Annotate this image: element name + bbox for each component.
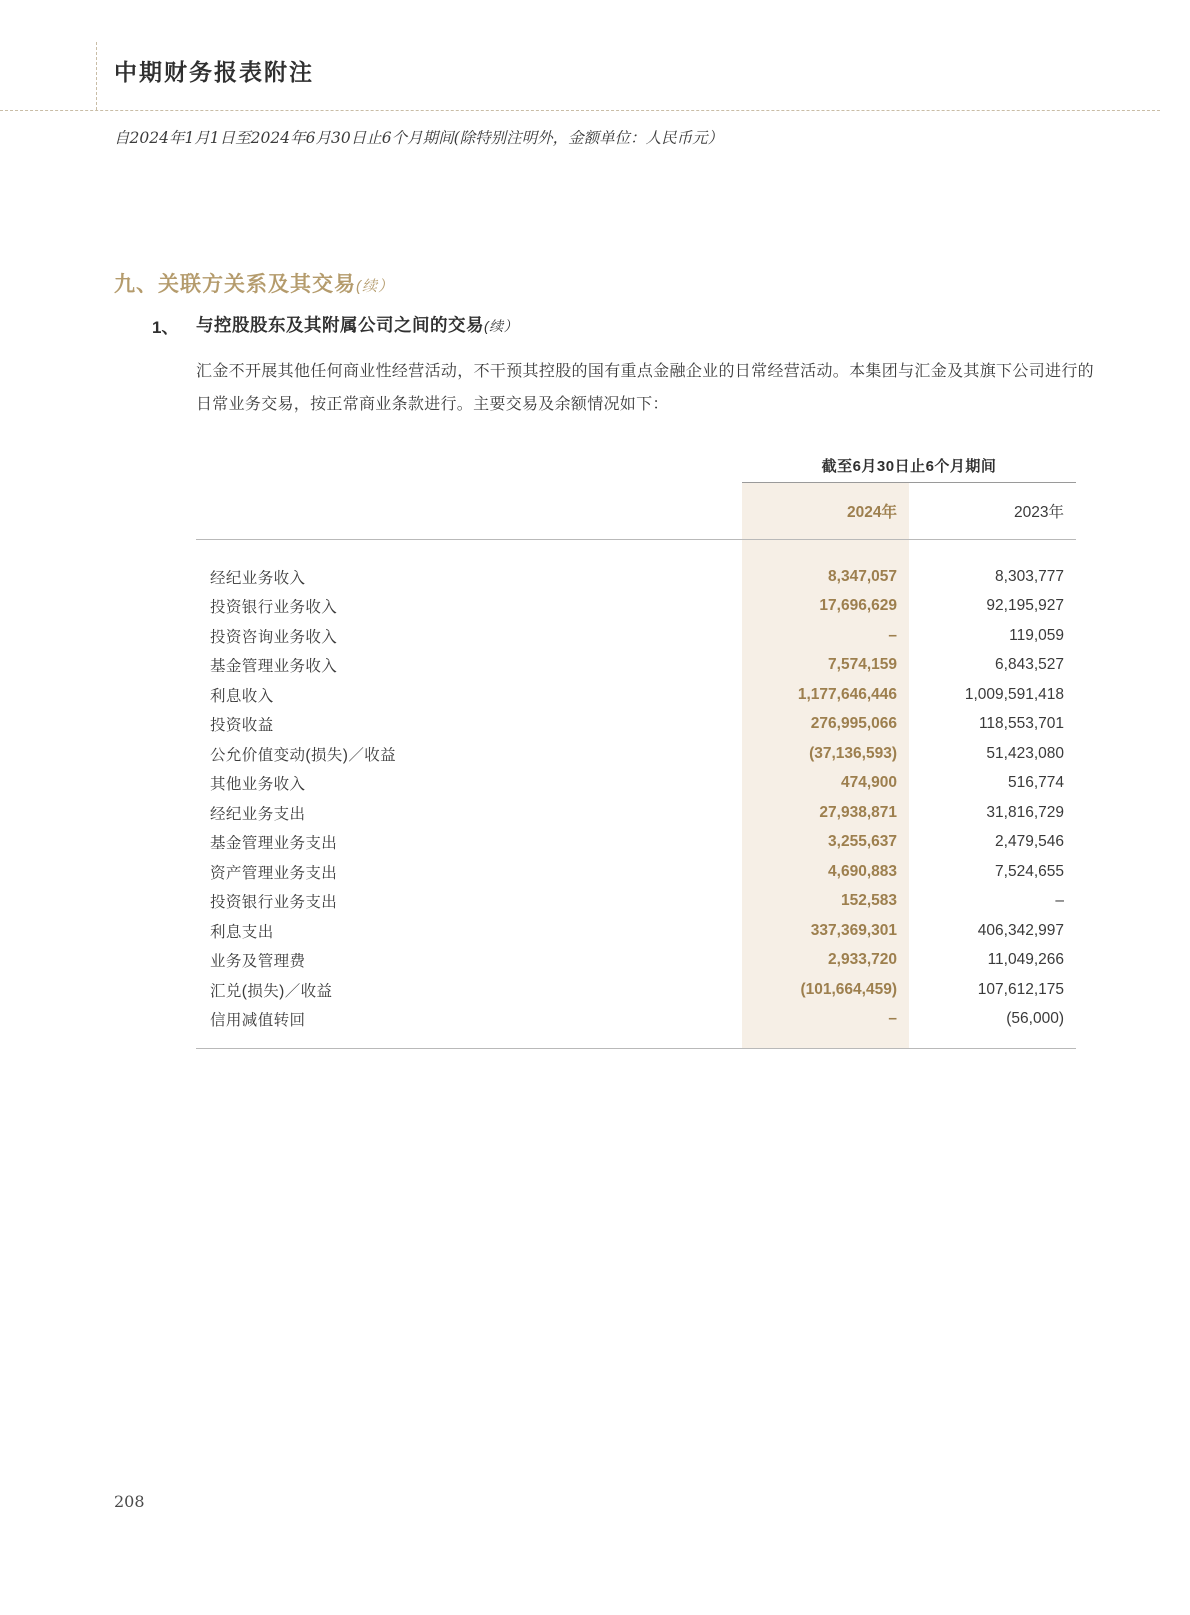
row-label: 经纪业务支出 <box>210 805 306 823</box>
table-year-header-row <box>196 483 1076 540</box>
row-value-2023: 107,612,175 <box>977 980 1064 998</box>
table-row <box>196 975 1076 1005</box>
table-row <box>196 1005 1076 1035</box>
row-value-2024: – <box>742 1005 909 1035</box>
row-value-2024: (101,664,459) <box>742 975 909 1005</box>
table-row <box>196 887 1076 917</box>
row-value-2023: 8,303,777 <box>995 567 1064 585</box>
page-number: 208 <box>114 1492 145 1511</box>
subsection-number: 1、 <box>152 318 179 337</box>
row-value-2024: 27,938,871 <box>742 798 909 828</box>
row-value-2024: 17,696,629 <box>742 592 909 622</box>
related-party-transactions-table <box>196 446 1076 1049</box>
row-label: 投资银行业务收入 <box>210 599 338 617</box>
row-value-2023: 92,195,927 <box>986 597 1064 615</box>
table-row <box>196 562 1076 592</box>
row-label: 其他业务收入 <box>210 776 306 794</box>
row-label: 公允价值变动(损失)／收益 <box>210 746 397 764</box>
section-heading-continued: (续） <box>356 278 394 295</box>
span-header-blank <box>196 446 742 483</box>
header-subtitle: 自2024年1月1日至2024年6月30日止6个月期间(除特别注明外，金额单位：人民币元） <box>114 129 724 147</box>
row-value-2023: (56,000) <box>1006 1010 1064 1028</box>
row-label: 汇兑(损失)／收益 <box>210 982 333 1000</box>
table-top-rule-row <box>196 540 1076 563</box>
row-value-2024: 276,995,066 <box>742 710 909 740</box>
row-value-2024: 8,347,057 <box>742 562 909 592</box>
table-row <box>196 828 1076 858</box>
header-vertical-rule <box>96 42 98 110</box>
table-row <box>196 592 1076 622</box>
row-value-2023: 7,524,655 <box>995 862 1064 880</box>
span-header-period: 截至6月30日止6个月期间 <box>742 446 1076 483</box>
table-row <box>196 651 1076 681</box>
row-value-2023: 51,423,080 <box>986 744 1064 762</box>
table-row <box>196 680 1076 710</box>
table-row <box>196 857 1076 887</box>
row-value-2024: 2,933,720 <box>742 946 909 976</box>
row-label: 业务及管理费 <box>210 953 306 971</box>
row-label: 投资收益 <box>210 717 274 735</box>
row-value-2024: 1,177,646,446 <box>742 680 909 710</box>
row-value-2023: 11,049,266 <box>987 951 1064 969</box>
row-value-2023: 119,059 <box>1009 626 1064 644</box>
table-row <box>196 798 1076 828</box>
table-bottom-rule-row <box>196 1034 1076 1049</box>
table-span-header-row <box>196 446 1076 483</box>
row-value-2024: 474,900 <box>742 769 909 799</box>
body-paragraph: 汇金不开展其他任何商业性经营活动，不干预其控股的国有重点金融企业的日常经营活动。本集团与汇金及其旗下公司进行的日常业务交易，按正常商业条款进行。主要交易及余额情况如下： <box>196 363 1094 413</box>
row-value-2024: 337,369,301 <box>742 916 909 946</box>
row-value-2023: 6,843,527 <box>995 656 1064 674</box>
subsection-heading-text: 与控股股东及其附属公司之间的交易 <box>196 315 484 335</box>
table-row <box>196 739 1076 769</box>
subsection-heading <box>196 312 518 337</box>
row-value-2023: – <box>1055 892 1064 910</box>
row-value-2024: 4,690,883 <box>742 857 909 887</box>
table-row <box>196 916 1076 946</box>
row-label: 基金管理业务收入 <box>210 658 338 676</box>
column-header-2023: 2023年 <box>1014 504 1064 521</box>
row-label: 利息收入 <box>210 687 274 705</box>
row-value-2023: 118,553,701 <box>978 715 1064 733</box>
table-row <box>196 621 1076 651</box>
row-label: 资产管理业务支出 <box>210 864 338 882</box>
page-header <box>0 0 1190 150</box>
header-horizontal-rule <box>0 110 1160 111</box>
row-label: 投资咨询业务收入 <box>210 628 338 646</box>
section-heading <box>114 268 394 298</box>
row-label: 投资银行业务支出 <box>210 894 338 912</box>
row-value-2023: 1,009,591,418 <box>964 685 1064 703</box>
section-heading-text: 九、关联方关系及其交易 <box>114 273 356 296</box>
row-value-2024: 152,583 <box>742 887 909 917</box>
row-value-2023: 31,816,729 <box>986 803 1064 821</box>
row-label: 经纪业务收入 <box>210 569 306 587</box>
row-value-2024: (37,136,593) <box>742 739 909 769</box>
row-value-2023: 516,774 <box>1007 774 1064 792</box>
row-value-2024: – <box>742 621 909 651</box>
year-header-blank <box>196 483 742 540</box>
table-row <box>196 769 1076 799</box>
row-label: 信用减值转回 <box>210 1012 306 1030</box>
table-row <box>196 946 1076 976</box>
row-value-2024: 7,574,159 <box>742 651 909 681</box>
row-value-2023: 2,479,546 <box>995 833 1064 851</box>
column-header-2024: 2024年 <box>742 483 909 540</box>
table-row <box>196 710 1076 740</box>
row-value-2023: 406,342,997 <box>977 921 1064 939</box>
row-label: 基金管理业务支出 <box>210 835 338 853</box>
page-title: 中期财务报表附注 <box>114 59 314 86</box>
row-label: 利息支出 <box>210 923 274 941</box>
subsection-heading-continued: (续） <box>484 318 519 334</box>
row-value-2024: 3,255,637 <box>742 828 909 858</box>
